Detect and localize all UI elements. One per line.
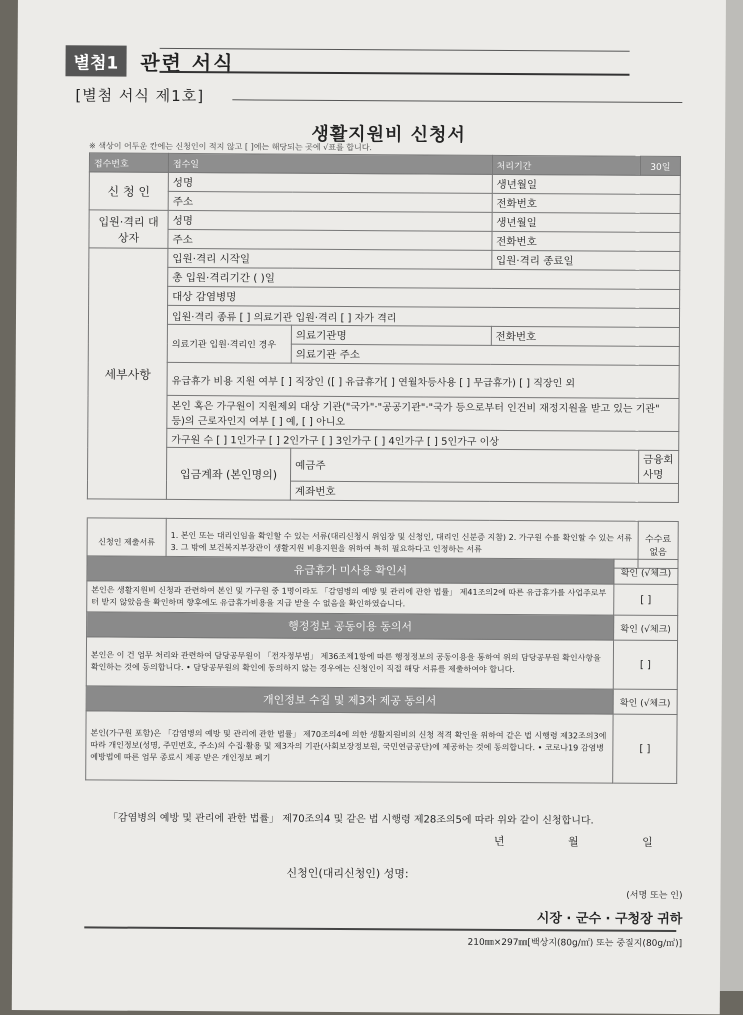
processing-period-value: 30일	[640, 156, 680, 175]
documents-list: 1. 본인 또는 대리인임을 확인할 수 있는 서류(대리신청시 위임장 및 신청인, 대리인 신분증 지참) 2. 가구원 수를 확인할 수 있는 서류 3. 그 밖에 보건복지부장관이 생활지원 비용지원을 위하여 특히 필요하다고 인정하는 서류	[166, 518, 638, 568]
privacy-checkbox[interactable]: [ ]	[613, 714, 677, 783]
applicant-birth-field[interactable]: 생년월일	[492, 174, 680, 194]
fee-cell: 수수료 없음	[638, 521, 678, 568]
sign-note: (서명 또는 인)	[626, 890, 683, 902]
form-note: ※ 색상이 어두운 칸에는 신청인이 적지 않고 [ ]에는 해당되는 곳에 √표를 합니다.	[89, 141, 373, 153]
admin-info-section-title: 행정정보 공동이용 동의서	[87, 612, 614, 640]
privacy-text: 본인(가구원 포함)은 「감염병의 예방 및 관리에 관한 법률」 제70조의4에 의한 생활지원비의 신청 적격 확인을 위하여 같은 법 시행령 제32조의3에 따라 개인정보(성명, 주민번호, 주소)의 수집·활용 및 제3자의 기관(사회보장정보원, 국민연금공단)에 제공하는 것에 동의합니다. • 코로나19 감염병예방법에 따른 업무 종료시 제공 받은 개인정보 폐기	[86, 711, 613, 783]
admin-info-text: 본인은 이 건 업무 처리와 관련하여 담당공무원이 「전자정부법」 제36조제1항에 따른 행정정보의 공동이용을 통하여 위의 담당공무원 확인사항을 확인하는 것에 동의합니다. • 담당공무원의 확인에 동의하지 않는 경우에는 신청인이 직접 해당 서류를 제출하여야 합니다.	[86, 637, 613, 689]
institution-name-field[interactable]: 의료기관명	[291, 325, 491, 345]
receipt-no-label: 접수번호	[89, 153, 168, 172]
depositor-field[interactable]: 예금주	[291, 448, 639, 483]
isolation-type-field[interactable]: 입원·격리 종류 [ ] 의료기관 입원·격리 [ ] 자가 격리	[167, 305, 679, 327]
consent-table	[85, 555, 678, 784]
privacy-section-title: 개인정보 수집 및 제3자 제공 동의서	[86, 686, 613, 714]
account-number-field[interactable]: 계좌번호	[290, 481, 678, 502]
recipient: 시장 · 군수 · 구청장 귀하	[536, 911, 683, 928]
date-line: 년 월 일	[493, 834, 683, 850]
start-date-field[interactable]: 입원·격리 시작일	[168, 248, 492, 269]
employer-field[interactable]: 본인 혹은 가구원이 지원제외 대상 기관("국가"·"공공기관"·"국가 등으로부터 인건비 재정지원을 받고 있는 기관" 등)의 근로자인지 여부 [ ] 예, [ ] 아니오	[167, 395, 679, 431]
paper-sheet	[12, 0, 726, 1014]
applicant-name-field[interactable]: 성명	[168, 172, 492, 193]
subject-phone-field[interactable]: 전화번호	[492, 231, 680, 251]
subject-label: 입원·격리 대상자	[89, 210, 168, 248]
applicant-label: 신 청 인	[89, 172, 168, 210]
admin-info-checkbox[interactable]: [ ]	[613, 640, 677, 689]
applicant-phone-field[interactable]: 전화번호	[492, 193, 680, 213]
subtitle-rule	[232, 99, 682, 103]
bottom-rule	[84, 926, 676, 932]
bank-name-field[interactable]: 금융회사명	[638, 450, 678, 483]
paper-spec: 210㎜×297㎜[백상지(80g/㎡) 또는 중질지(80g/㎡)]	[467, 937, 683, 950]
documents-label: 신청인 제출서류	[87, 518, 166, 565]
subject-name-field[interactable]: 성명	[168, 210, 492, 231]
confirm-label: 확인 (√체크)	[613, 689, 677, 714]
disease-field[interactable]: 대상 감염병명	[168, 286, 680, 308]
receipt-date-label: 접수일	[168, 153, 492, 174]
attachment-badge: 별첨1	[65, 45, 126, 76]
details-label: 세부사항	[87, 248, 168, 499]
subject-birth-field[interactable]: 생년월일	[492, 212, 680, 232]
applicant-address-field[interactable]: 주소	[168, 191, 492, 212]
paid-leave-text: 본인은 생활지원비 신청과 관련하여 본인 및 가구원 중 1명이라도 「감염병의 예방 및 관리에 관한 법률」 제41조의2에 따른 유급휴가를 사업주로부터 받지 않았음을 확인하며 향후에도 유급휴가비용을 지급 받을 수 없음을 확인하였습니다.	[87, 581, 614, 615]
paid-leave-checkbox[interactable]: [ ]	[614, 584, 678, 615]
application-table	[86, 152, 681, 569]
institution-address-field[interactable]: 의료기관 주소	[291, 344, 679, 365]
signature-line[interactable]: 신청인(대리신청인) 성명:	[286, 866, 409, 881]
form-title: 생활지원비 신청서	[311, 123, 466, 146]
processing-period-label: 처리기간	[492, 155, 640, 175]
confirm-label: 확인 (√체크)	[614, 615, 678, 640]
institution-phone-field[interactable]: 전화번호	[491, 326, 679, 346]
bank-account-label: 입금계좌 (본인명의)	[166, 447, 290, 500]
paid-leave-section-title: 유급휴가 미사용 확인서	[87, 556, 614, 584]
end-date-field[interactable]: 입원·격리 종료일	[491, 250, 679, 270]
household-field[interactable]: 가구원 수 [ ] 1인가구 [ ] 2인가구 [ ] 3인가구 [ ] 4인가구 [ ] 5인가구 이상	[167, 428, 679, 450]
subject-address-field[interactable]: 주소	[168, 229, 492, 250]
legal-basis: 「감염병의 예방 및 관리에 관한 법률」 제70조의4 및 같은 법 시행령 제28조의5에 따라 위와 같이 신청합니다.	[107, 812, 594, 827]
paid-leave-field[interactable]: 유급휴가 비용 지원 여부 [ ] 직장인 ([ ] 유급휴가[ ] 연월차등사용 [ ] 무급휴가) [ ] 직장인 외	[167, 362, 679, 398]
form-number: [별첨 서식 제1호]	[75, 86, 205, 106]
confirm-label: 확인 (√체크)	[614, 559, 678, 584]
institution-label: 의료기관 입원·격리인 경우	[167, 324, 291, 363]
section-title: 관련 서식	[140, 50, 235, 76]
period-field[interactable]: 총 입원·격리기간 ( )일	[168, 267, 680, 289]
